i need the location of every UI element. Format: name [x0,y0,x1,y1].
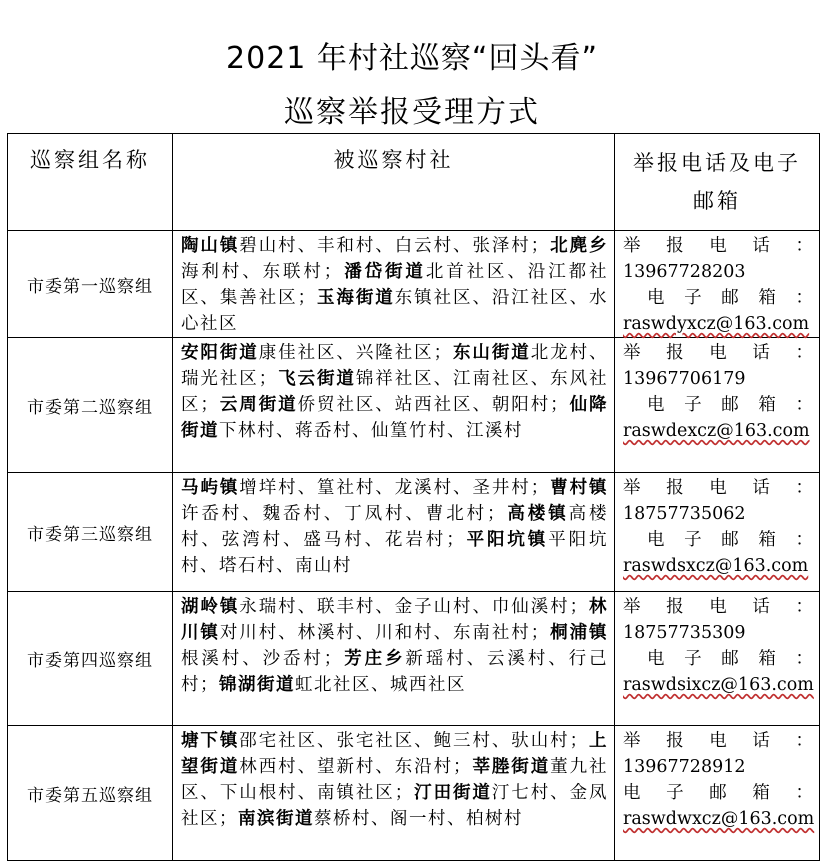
village-list: 东镇社区、沿江社区、水心社区 [181,288,609,334]
group-name-cell: 市委第三巡察组 [8,473,173,592]
village-list: 北首社区、沿江都社区、集善社区； [181,262,609,308]
phone-label-char: 报 [666,478,684,498]
town-name: 飞云街道 [277,369,356,389]
email-label-char: 箱 [758,530,776,550]
email-label-char: 电 [647,288,665,308]
contact-cell [615,726,820,861]
village-list: 增垟村、篁社村、龙溪村、圣井村； [239,478,550,498]
phone-label-char: 举 [623,731,641,751]
email-address: raswdexcz@163.com [623,421,810,441]
phone-label [623,475,813,501]
village-list: 根溪村、沙岙村； [181,649,343,669]
phone-label-char: 报 [666,597,684,617]
contact-cell [615,592,820,726]
email-address: raswdsixcz@163.com [623,675,814,695]
town-name: 上望街道 [181,731,609,777]
village-list: 康佳社区、兴隆社区； [258,343,453,363]
town-name: 林川镇 [181,597,609,643]
villages-cell [173,473,615,592]
email-label-char: ： [795,530,813,550]
table-row [8,231,820,338]
town-name: 陶山镇 [181,236,240,256]
email-label [623,780,813,806]
phone-number: 13967728203 [623,262,746,282]
document-title-line2: 巡察举报受理方式 [284,95,540,130]
villages-cell [173,231,615,338]
table-header-row [8,134,820,231]
village-list: 北龙村、瑞光社区； [181,343,609,389]
header-contact-line1: 举报电话及电子 [633,151,801,175]
email-label-char: 箱 [758,395,776,415]
town-name: 安阳街道 [181,343,259,363]
town-name: 南滨街道 [238,809,314,829]
phone-label-char: ： [795,478,813,498]
phone-label-char: 举 [623,236,641,256]
email-label-char: 电 [647,395,665,415]
town-name: 莘塍街道 [472,757,551,777]
phone-label-char: 话 [752,731,770,751]
phone-label [623,340,813,366]
email-label-char: 箱 [758,649,776,669]
village-list: 海利村、东联村； [181,262,343,282]
email-label-char: 电 [623,783,641,803]
email-label-char: 邮 [721,395,739,415]
email-label-char: 子 [684,530,702,550]
village-list: 永瑞村、联丰村、金子山村、巾仙溪村； [239,597,589,617]
phone-label-char: ： [795,731,813,751]
email-label-char: 子 [684,649,702,669]
village-list: 汀七村、金凤社区； [181,783,609,829]
village-list: 林西村、望新村、东沿村； [239,757,473,777]
email-label-char: 邮 [721,530,739,550]
phone-label-char: 电 [709,731,727,751]
phone-label-char: 报 [666,731,684,751]
village-list: 对川村、林溪村、川和村、东南社村； [219,623,550,643]
email-label [623,527,813,553]
header-villages: 被巡察村社 [173,134,615,231]
phone-label-char: 电 [709,343,727,363]
villages-cell [173,592,615,726]
email-address: raswdsxcz@163.com [623,556,809,576]
phone-label-char: 话 [752,478,770,498]
email-label-char: 子 [684,395,702,415]
town-name: 高楼镇 [506,504,569,524]
phone-label-char: 举 [623,597,641,617]
phone-number: 13967706179 [623,369,746,389]
village-list: 高楼村、弦湾村、盛马村、花岩村； [181,504,609,550]
town-name: 东山街道 [452,343,531,363]
phone-label-char: 电 [709,236,727,256]
contact-cell [615,338,820,473]
village-list: 下林村、蒋岙村、仙篁竹村、江溪村 [219,421,523,441]
email-label-char: 电 [647,649,665,669]
town-name: 北麂乡 [549,236,609,256]
email-label [623,285,813,311]
town-name: 汀田街道 [413,783,492,803]
phone-label-char: 话 [752,597,770,617]
town-name: 锦湖街道 [219,675,295,695]
group-name-cell: 市委第二巡察组 [8,338,173,473]
phone-label-char: ： [795,343,813,363]
email-label [623,646,813,672]
email-label-char: ： [795,288,813,308]
village-list: 邵宅社区、张宅社区、鲍三村、驮山村； [239,731,589,751]
town-name: 马屿镇 [181,478,240,498]
village-list: 平阳坑村、塔石村、南山村 [181,530,609,576]
group-name-cell: 市委第五巡察组 [8,726,173,861]
town-name: 仙降街道 [181,395,609,441]
phone-label-char: 举 [623,478,641,498]
phone-label [623,728,813,754]
town-name: 塘下镇 [181,731,240,751]
phone-label-char: 举 [623,343,641,363]
email-label-char: 子 [684,288,702,308]
village-list: 虹北社区、城西社区 [295,675,466,695]
email-label-char: 箱 [758,288,776,308]
phone-label-char: ： [795,236,813,256]
villages-cell [173,338,615,473]
town-name: 曹村镇 [549,478,609,498]
phone-label-char: 报 [666,343,684,363]
town-name: 云周街道 [219,395,298,415]
email-label-char: ： [795,649,813,669]
town-name: 潘岱街道 [342,262,426,282]
village-list: 董九社区、下山根村、南镇社区； [181,757,609,803]
town-name: 芳庄乡 [342,649,406,669]
town-name: 湖岭镇 [181,597,240,617]
village-list: 蔡桥村、阁一村、柏树村 [314,809,523,829]
email-label-char: 邮 [709,783,727,803]
email-label-char: 电 [647,530,665,550]
phone-label-char: 电 [709,478,727,498]
group-name-cell: 市委第四巡察组 [8,592,173,726]
phone-number: 13967728912 [623,757,746,777]
village-list: 锦祥社区、江南社区、东风社区； [181,369,609,415]
email-label-char: 邮 [721,649,739,669]
table-row [8,726,820,861]
email-label-char: ： [795,395,813,415]
village-list: 碧山村、丰和村、白云村、张泽村； [239,236,550,256]
contact-cell [615,231,820,338]
table-body [8,231,820,861]
inspection-report-table [7,133,820,861]
email-address: raswdyxcz@163.com [623,314,810,334]
group-name-cell: 市委第一巡察组 [8,231,173,338]
town-name: 桐浦镇 [549,623,609,643]
header-contact-line2: 邮箱 [693,189,741,213]
email-label-char: 子 [666,783,684,803]
header-contact [615,134,820,231]
phone-label-char: ： [795,597,813,617]
phone-label [623,233,813,259]
phone-label-char: 报 [666,236,684,256]
header-group-name: 巡察组名称 [8,134,173,231]
email-label [623,392,813,418]
email-label-char: ： [795,783,813,803]
table-row [8,592,820,726]
village-list: 侨贸社区、站西社区、朝阳村； [297,395,570,415]
phone-number: 18757735309 [623,623,746,643]
table-row [8,338,820,473]
town-name: 玉海街道 [316,288,395,308]
email-address: raswdwxcz@163.com [623,809,815,829]
document-title-line1: 2021 年村社巡察“回头看” [226,41,598,76]
table-row [8,473,820,592]
village-list: 许岙村、魏岙村、丁凤村、曹北村； [181,504,506,524]
villages-cell [173,726,615,861]
contact-cell [615,473,820,592]
phone-label-char: 电 [709,597,727,617]
phone-number: 18757735062 [623,504,746,524]
village-list: 新瑶村、云溪村、行己村； [181,649,609,695]
town-name: 平阳坑镇 [465,530,549,550]
phone-label [623,594,813,620]
email-label-char: 邮 [721,288,739,308]
email-label-char: 箱 [752,783,770,803]
phone-label-char: 话 [752,343,770,363]
phone-label-char: 话 [752,236,770,256]
